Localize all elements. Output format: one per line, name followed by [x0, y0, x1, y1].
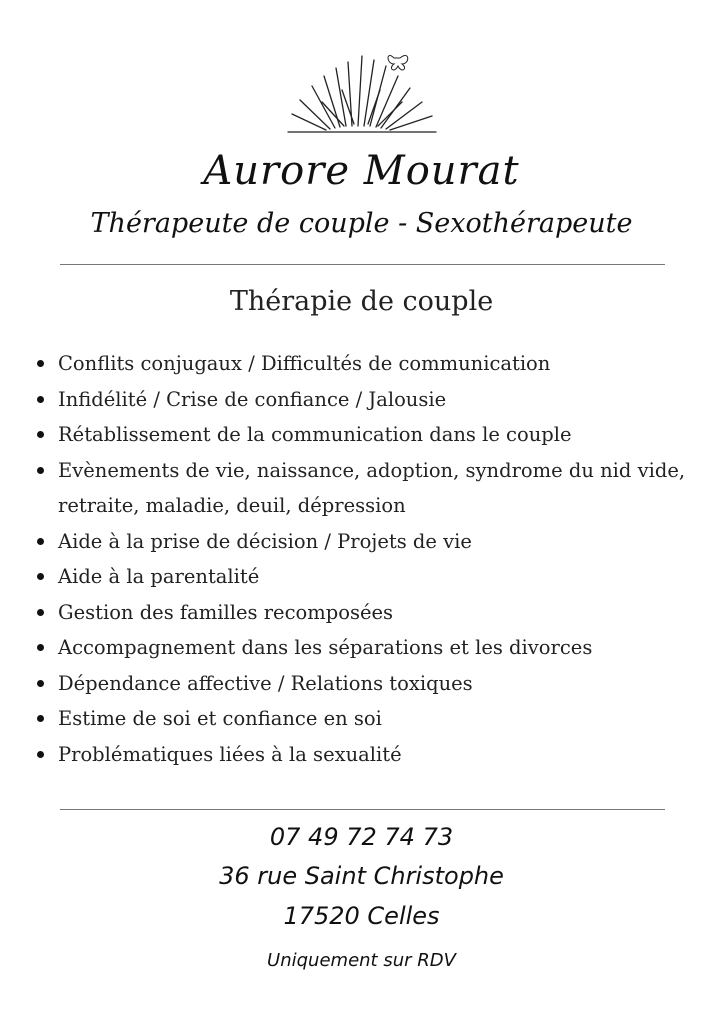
list-item: Infidélité / Crise de confiance / Jalousie — [58, 382, 698, 418]
list-item: Accompagnement dans les séparations et les divorces — [58, 630, 698, 666]
list-item: Dépendance affective / Relations toxiques — [58, 666, 698, 702]
therapist-title: Thérapeute de couple - Sexothérapeute — [90, 208, 633, 239]
sunburst-butterfly-icon — [282, 46, 442, 142]
street-address: 36 rue Saint Christophe — [219, 862, 504, 890]
list-item: Aide à la parentalité — [58, 559, 698, 595]
therapist-name: Aurore Mourat — [203, 148, 520, 194]
phone-number[interactable]: 07 49 72 74 73 — [269, 823, 454, 851]
services-list — [58, 346, 698, 772]
section-title: Thérapie de couple — [229, 286, 494, 317]
bottom-divider — [60, 809, 665, 810]
list-item: Problématiques liées à la sexualité — [58, 737, 698, 773]
list-item: Rétablissement de la communication dans le couple — [58, 417, 698, 453]
list-item: Gestion des familles recomposées — [58, 595, 698, 631]
list-item: Conflits conjugaux / Difficultés de communication — [58, 346, 698, 382]
appointment-note: Uniquement sur RDV — [267, 950, 456, 971]
top-divider — [60, 264, 665, 265]
list-item: Evènements de vie, naissance, adoption, syndrome du nid vide, retraite, maladie, deuil, dépression — [58, 453, 698, 524]
list-item: Aide à la prise de décision / Projets de vie — [58, 524, 698, 560]
postal-city: 17520 Celles — [283, 902, 440, 930]
list-item: Estime de soi et confiance en soi — [58, 701, 698, 737]
